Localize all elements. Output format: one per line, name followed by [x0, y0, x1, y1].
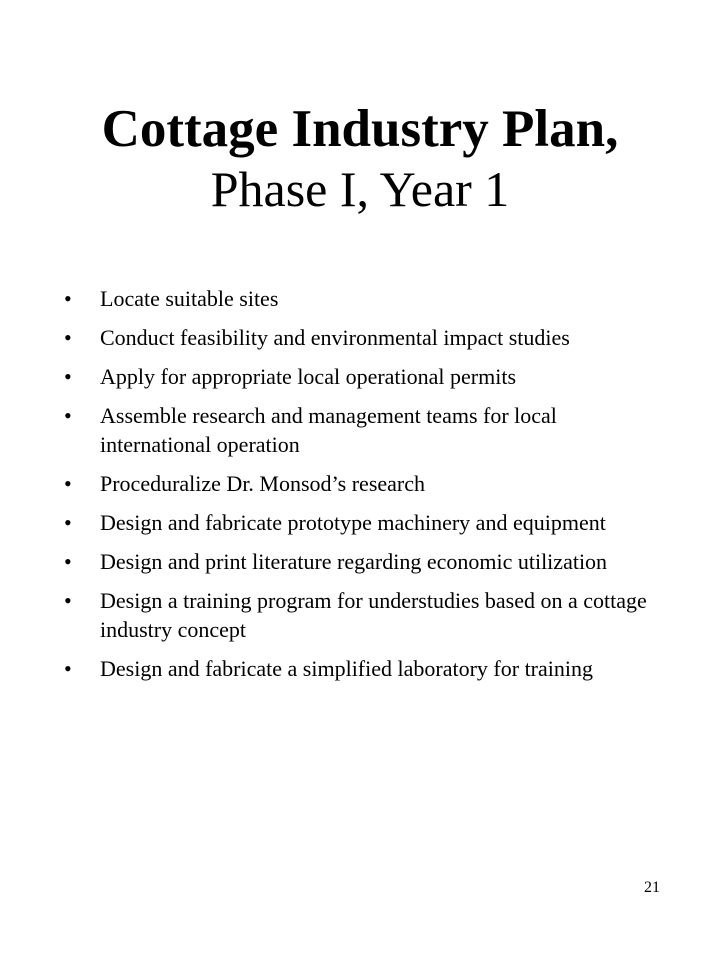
- bullet-text: Apply for appropriate local operational permits: [100, 364, 517, 389]
- bullet-text: Design and fabricate prototype machinery and equipment: [100, 510, 606, 535]
- title-subtitle: Phase I, Year 1: [210, 161, 510, 218]
- page-number: 21: [644, 879, 660, 896]
- bullet-text: Assemble research and management teams for local international operation: [100, 403, 557, 457]
- bullet-icon: •: [64, 549, 72, 574]
- bullet-icon: •: [64, 471, 72, 496]
- bullet-item: [60, 401, 670, 459]
- bullet-item: [60, 323, 670, 352]
- bullet-item: [60, 586, 670, 644]
- bullet-icon: •: [64, 403, 72, 428]
- bullet-item: [60, 362, 670, 391]
- bullet-item: [60, 654, 670, 683]
- bullet-icon: •: [64, 510, 72, 535]
- bullet-icon: •: [64, 364, 72, 389]
- bullet-text: Locate suitable sites: [100, 286, 279, 311]
- bullet-text: Conduct feasibility and environmental impact studies: [100, 325, 570, 350]
- bullet-icon: •: [64, 588, 72, 613]
- bullet-icon: •: [64, 325, 72, 350]
- bullet-icon: •: [64, 286, 72, 311]
- slide-title: [0, 100, 720, 217]
- bullet-text: Design a training program for understudies based on a cottage industry concept: [100, 588, 647, 642]
- bullet-item: [60, 547, 670, 576]
- bullet-item: [60, 469, 670, 498]
- bullet-list: [60, 284, 670, 693]
- bullet-text: Design and fabricate a simplified laboratory for training: [100, 656, 593, 681]
- bullet-item: [60, 508, 670, 537]
- bullet-text: Design and print literature regarding economic utilization: [100, 549, 608, 574]
- bullet-text: Proceduralize Dr. Monsod’s research: [100, 471, 426, 496]
- bullet-icon: •: [64, 656, 72, 681]
- bullet-item: [60, 284, 670, 313]
- title-main: Cottage Industry Plan,: [101, 100, 619, 158]
